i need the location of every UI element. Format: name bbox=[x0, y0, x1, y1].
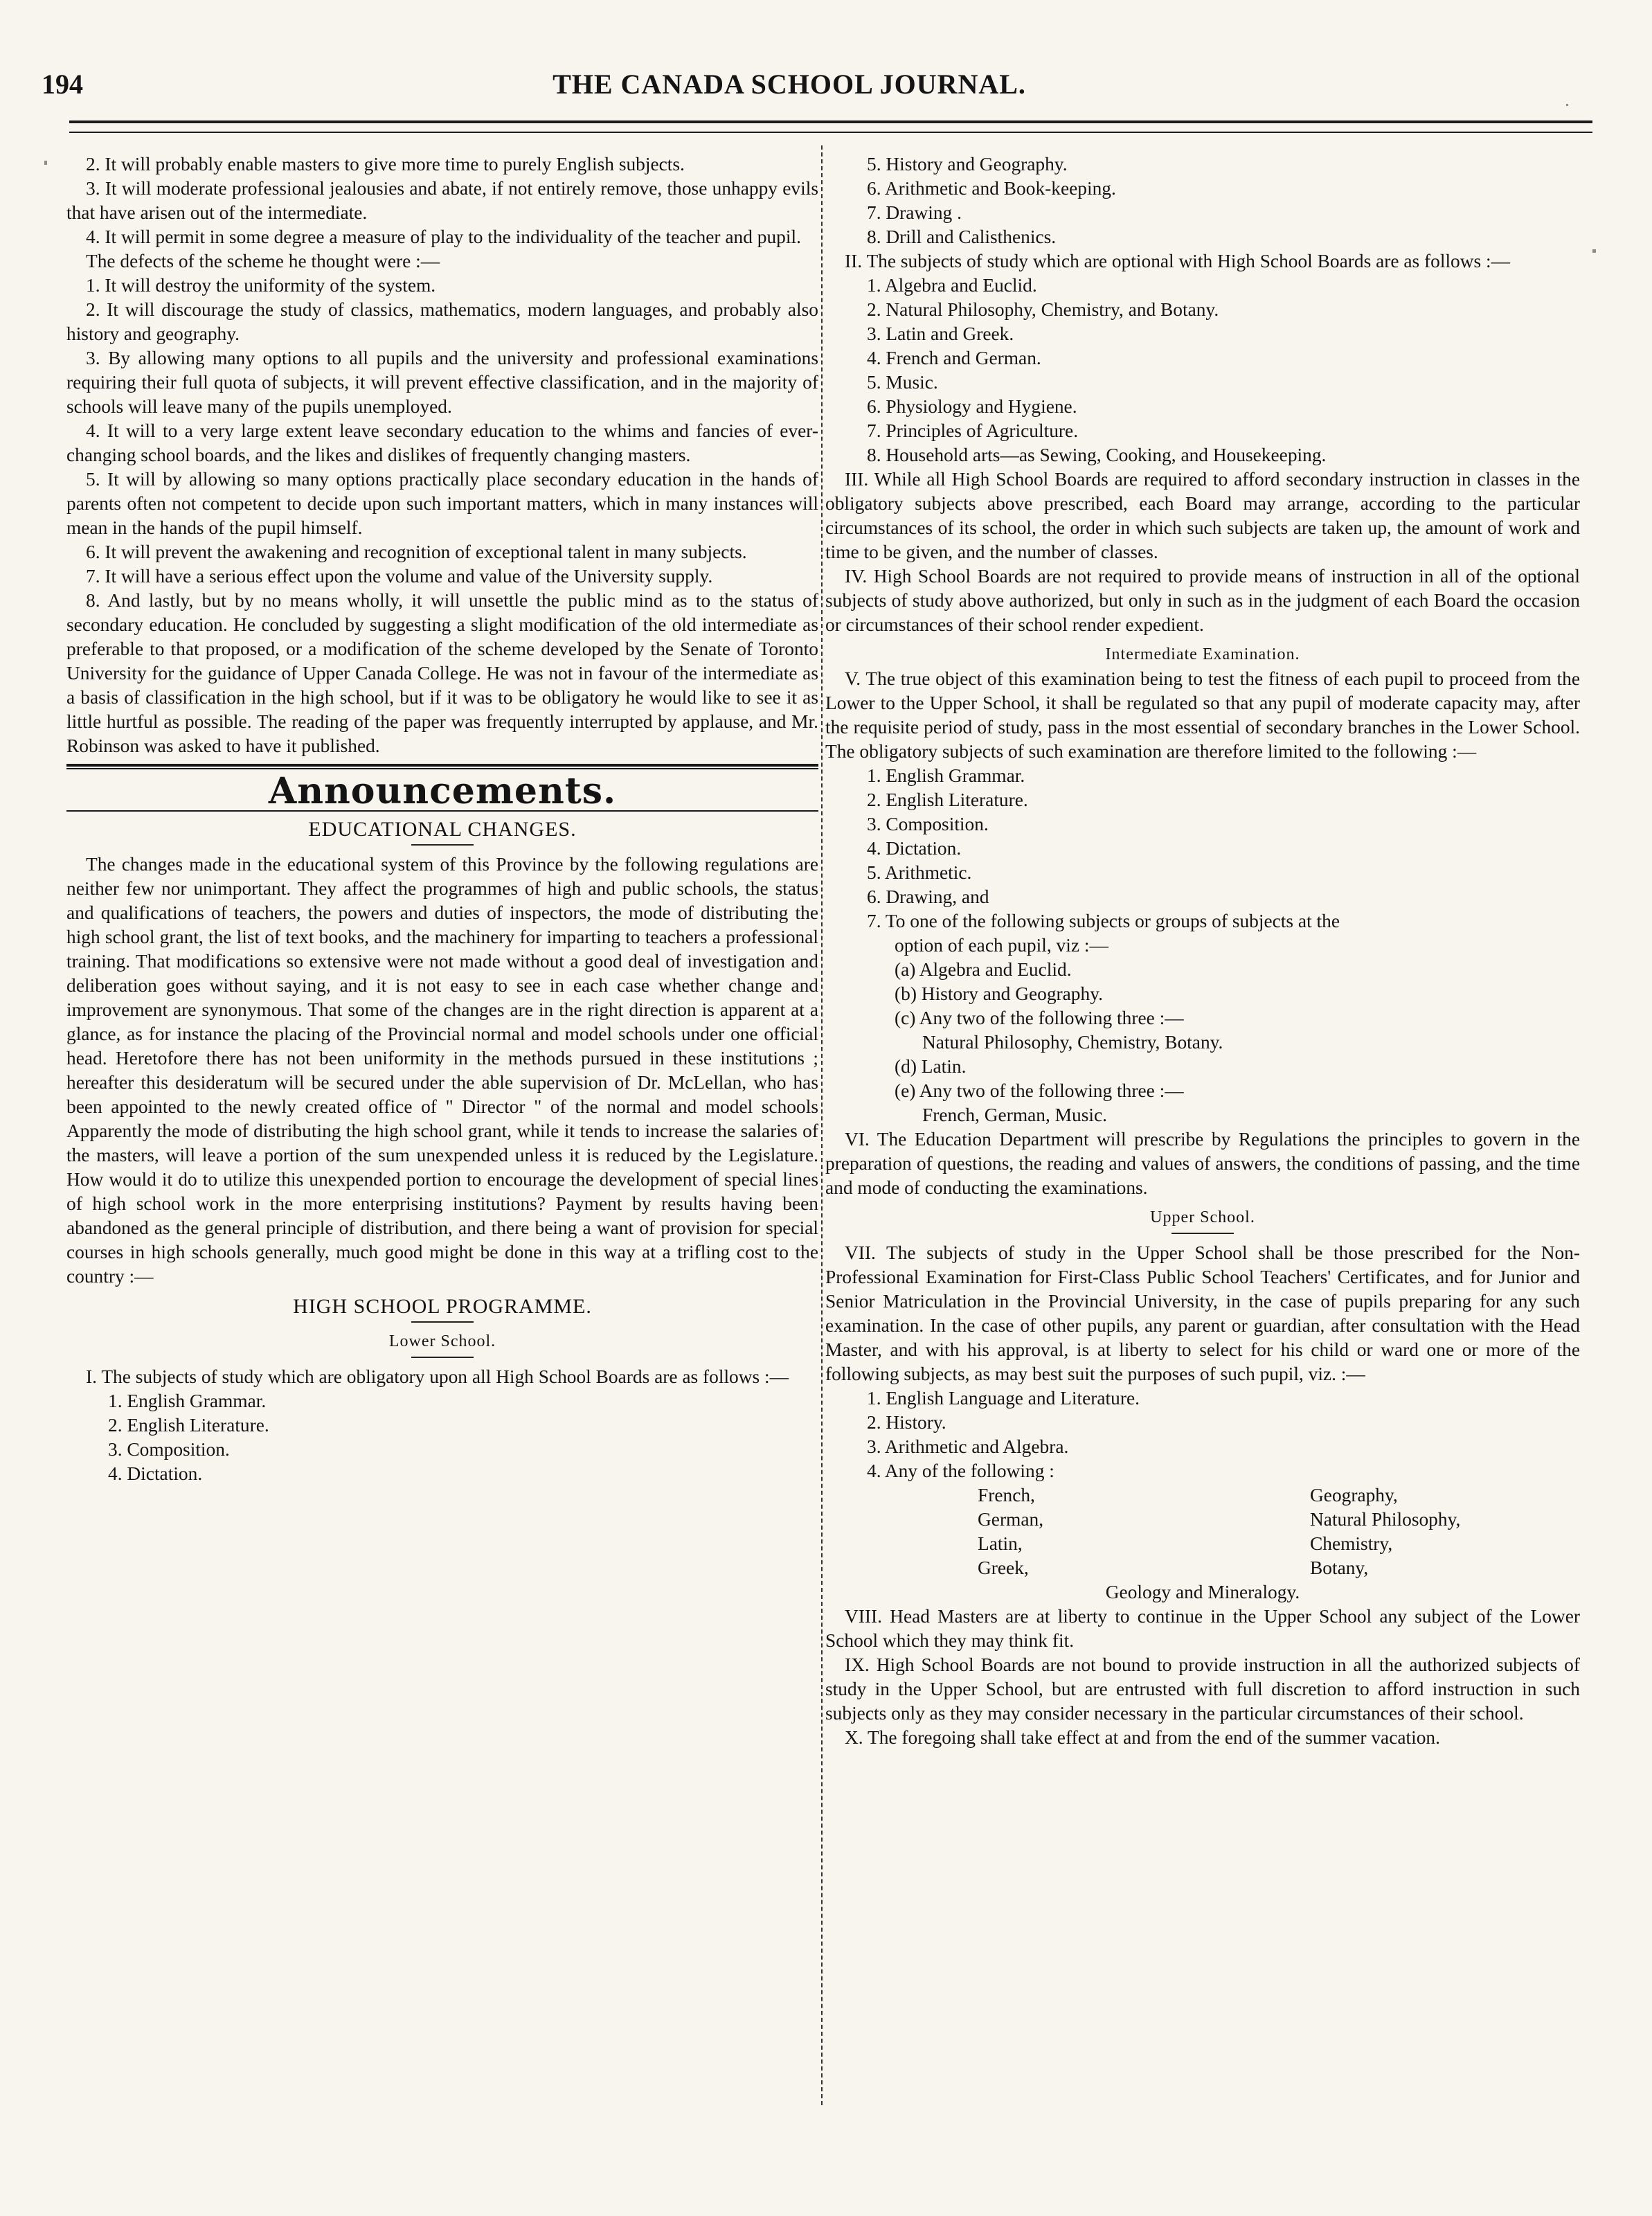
list-item: 4. French and German. bbox=[867, 348, 1041, 368]
list-item: 1. English Grammar. bbox=[867, 765, 1025, 786]
defect-item: 4. It will to a very large extent leave secondary education to the whims and fancies of ever-changing school boards, and the likes and dislikes of frequently changing masters. bbox=[66, 420, 818, 465]
list-item: 6. Arithmetic and Book-keeping. bbox=[867, 178, 1116, 199]
list-item: 6. Physiology and Hygiene. bbox=[867, 396, 1077, 417]
option-item: French, German, Music. bbox=[922, 1105, 1107, 1125]
left-column bbox=[66, 152, 818, 1486]
list-item: 2. Natural Philosophy, Chemistry, and Botany. bbox=[867, 299, 1219, 320]
section-rule bbox=[66, 764, 818, 767]
list-item: 5. History and Geography. bbox=[867, 154, 1068, 175]
subject: Botany, bbox=[1310, 1557, 1369, 1578]
short-rule bbox=[1171, 1233, 1234, 1234]
list-item: 1. English Language and Literature. bbox=[867, 1388, 1140, 1409]
list-item: 3. Latin and Greek. bbox=[867, 323, 1014, 344]
option-item: (a) Algebra and Euclid. bbox=[895, 959, 1072, 980]
scan-speck bbox=[44, 161, 47, 165]
section-ii-text: II. The subjects of study which are optional with High School Boards are as follows :— bbox=[845, 251, 1511, 271]
section-rule-thin bbox=[66, 768, 818, 769]
option-item: (c) Any two of the following three :— bbox=[895, 1008, 1184, 1028]
header-rule-thin bbox=[69, 132, 1592, 133]
page-number: 194 bbox=[42, 69, 83, 100]
section-x-text: X. The foregoing shall take effect at and from the end of the summer vacation. bbox=[845, 1727, 1440, 1748]
list-item: 8. Drill and Calisthenics. bbox=[867, 226, 1057, 247]
header-rule bbox=[69, 120, 1592, 123]
list-item: 4. Dictation. bbox=[867, 838, 962, 859]
list-item: 2. History. bbox=[867, 1412, 946, 1433]
educational-changes-body: The changes made in the educational system of this Province by the following regulations are neither few nor unimportant. They affect the programmes of high and public schools, the status and qualifications of teachers, the powers and duties of inspectors, the mode of distributing the high school grant, the list of text books, and the machinery for imparting to teachers a professional training. That modifications so extensive were not made without a good deal of investigation and deliberation goes without saying, and it is not easy to see in each case whether change and improvement are synonymous. That some of the changes are in the right direction is apparent at a glance, as for instance the placing of the Provincial normal and model schools under one official head. Heretofore there has not been uniformity in the methods pursued in these institutions ; hereafter this desideratum will be secured under the able supervision of Dr. McLellan, who has been appointed to the newly created office of " Director " of the normal and model schools Apparently the mode of distributing the high school grant, while it tends to increase the salaries of the masters, will leave a portion of the sum unexpended unless it is reduced by the Legislature. How would it do to utilize this unexpended portion to encourage the development of special lines of high school work in the more enterprising institutions? Payment by results having been abandoned as the general principle of distribution, and there being a want of provision for special courses in high schools generally, much good might be done in this way at a trifling cost to the country :— bbox=[66, 854, 818, 1287]
page-header bbox=[42, 68, 1537, 109]
subject: Natural Philosophy, bbox=[1310, 1509, 1461, 1530]
short-rule bbox=[411, 1357, 474, 1358]
section-ix-text: IX. High School Boards are not bound to provide instruction in all the authorized subjects of study in the Upper School, but are entrusted with full discretion to afford instruction in such subjects only as they may consider necessary in the particular circumstances of their school. bbox=[825, 1654, 1580, 1724]
right-column bbox=[825, 152, 1580, 1750]
subject: Greek, bbox=[978, 1557, 1029, 1578]
high-school-programme-heading: HIGH SCHOOL PROGRAMME. bbox=[293, 1295, 592, 1318]
paragraph: 4. It will permit in some degree a measure of play to the individuality of the teacher and pupil. bbox=[86, 226, 801, 247]
defect-item: 1. It will destroy the uniformity of the system. bbox=[86, 275, 436, 296]
defect-item: 2. It will discourage the study of classics, mathematics, modern languages, and probably also history and geography. bbox=[66, 299, 818, 344]
defect-item: 5. It will by allowing so many options practically place secondary education in the hands of parents often not competent to decide upon such important matters, which in many instances will mean in the hands of the pupil himself. bbox=[66, 469, 818, 538]
subject: Latin, bbox=[978, 1533, 1023, 1554]
list-item: 6. Drawing, and bbox=[867, 886, 989, 907]
paragraph: 2. It will probably enable masters to give more time to purely English subjects. bbox=[86, 154, 685, 175]
short-rule bbox=[411, 844, 474, 846]
list-item: 4. Any of the following : bbox=[867, 1460, 1054, 1481]
section-iv-text: IV. High School Boards are not required to provide means of instruction in all of the optional subjects of study above authorized, but only in such as in the judgment of each Board the occasion or circumstances of their school render expedient. bbox=[825, 566, 1580, 635]
section-vi-text: VI. The Education Department will prescribe by Regulations the principles to govern in the preparation of questions, the reading and values of answers, the conditions of passing, and the time and mode of conducting the examinations. bbox=[825, 1129, 1580, 1198]
list-item: 7. Principles of Agriculture. bbox=[867, 420, 1079, 441]
lower-school-heading: Lower School. bbox=[388, 1332, 496, 1350]
subject-grid bbox=[978, 1483, 1580, 1580]
defect-item: 8. And lastly, but by no means wholly, it will unsettle the public mind as to the status of secondary education. He concluded by suggesting a slight modification of the old intermediate as preferable to that proposed, or a modification of the scheme developed by the Senate of Toronto University for the guidance of Upper Canada College. He was not in favour of the intermediate as a basis of classification in the high school, but if it was to be obligatory he would like to see it as little hurtful as possible. The reading of the paper was frequently interrupted by applause, and Mr. Robinson was asked to have it published. bbox=[66, 590, 818, 756]
list-item: 7. To one of the following subjects or groups of subjects at the bbox=[867, 911, 1340, 931]
subject: Geology and Mineralogy. bbox=[1105, 1582, 1300, 1602]
option-item: (d) Latin. bbox=[895, 1056, 967, 1077]
list-item: 1. English Grammar. bbox=[108, 1391, 267, 1411]
scan-speck bbox=[1592, 249, 1596, 253]
defect-item: 6. It will prevent the awakening and recognition of exceptional talent in many subjects. bbox=[86, 542, 747, 562]
list-item: 5. Music. bbox=[867, 372, 938, 393]
section-iii-text: III. While all High School Boards are required to afford secondary instruction in classes in the obligatory subjects above prescribed, each Board may arrange, according to the particular circumstances of its school, the order in which such subjects are taken up, the amount of work and time to be given, and the number of classes. bbox=[825, 469, 1580, 562]
option-item: (b) History and Geography. bbox=[895, 983, 1103, 1004]
journal-title: THE CANADA SCHOOL JOURNAL. bbox=[553, 69, 1026, 100]
announcements-heading: Announcements. bbox=[268, 770, 617, 812]
section-vii-text: VII. The subjects of study in the Upper School shall be those prescribed for the Non-Professional Examination for First-Class Public School Teachers' Certificates, and for Junior and Senior Matriculation in the Provincial University, in the case of pupils preparing for any such examination. In the case of other pupils, any parent or guardian, after consultation with the Head Master, and with his approval, is at liberty to select for his child or ward one or more of the following subjects, as may best suit the purposes of such pupil, viz. :— bbox=[825, 1242, 1580, 1384]
column-divider bbox=[821, 145, 823, 2105]
option-item: Natural Philosophy, Chemistry, Botany. bbox=[922, 1032, 1223, 1053]
defects-intro: The defects of the scheme he thought were :— bbox=[86, 251, 440, 271]
list-item: 7. Drawing . bbox=[867, 202, 962, 223]
list-item: 1. Algebra and Euclid. bbox=[867, 275, 1037, 296]
option-line: option of each pupil, viz :— bbox=[895, 935, 1108, 956]
list-item: 8. Household arts—as Sewing, Cooking, and Housekeeping. bbox=[867, 445, 1327, 465]
upper-school-heading: Upper School. bbox=[1150, 1208, 1255, 1226]
subject: French, bbox=[978, 1485, 1035, 1505]
subject: Geography, bbox=[1310, 1485, 1398, 1505]
short-rule bbox=[411, 1321, 474, 1323]
list-item: 4. Dictation. bbox=[108, 1463, 203, 1484]
intermediate-examination-heading: Intermediate Examination. bbox=[1105, 645, 1300, 663]
paragraph: 3. It will moderate professional jealousies and abate, if not entirely remove, those unhappy evils that have arisen out of the intermediate. bbox=[66, 178, 818, 223]
list-item: 3. Composition. bbox=[108, 1439, 230, 1460]
list-item: 3. Composition. bbox=[867, 814, 989, 834]
section-viii-text: VIII. Head Masters are at liberty to continue in the Upper School any subject of the Lower School which they may think fit. bbox=[825, 1606, 1580, 1651]
list-item: 5. Arithmetic. bbox=[867, 862, 972, 883]
list-item: 2. English Literature. bbox=[867, 789, 1028, 810]
subject: Chemistry, bbox=[1310, 1533, 1393, 1554]
section-i-text: I. The subjects of study which are obligatory upon all High School Boards are as follows :— bbox=[86, 1366, 789, 1387]
list-item: 2. English Literature. bbox=[108, 1415, 269, 1436]
defect-item: 7. It will have a serious effect upon the volume and value of the University supply. bbox=[86, 566, 713, 587]
subject: German, bbox=[978, 1509, 1044, 1530]
list-item: 3. Arithmetic and Algebra. bbox=[867, 1436, 1069, 1457]
educational-changes-heading: EDUCATIONAL CHANGES. bbox=[308, 818, 577, 841]
option-item: (e) Any two of the following three :— bbox=[895, 1080, 1184, 1101]
defect-item: 3. By allowing many options to all pupils and the university and professional examinations requiring their full quota of subjects, it will prevent effective classification, and in the majority of schools will leave many of the pupils unemployed. bbox=[66, 348, 818, 417]
scan-speck bbox=[1566, 104, 1568, 106]
section-v-text: V. The true object of this examination being to test the fitness of each pupil to proceed from the Lower to the Upper School, it shall be regulated so that any pupil of moderate capacity may, after the requisite period of study, pass in the most essential of secondary branches in the Lower School. The obligatory subjects of such examination are therefore limited to the following :— bbox=[825, 668, 1580, 762]
